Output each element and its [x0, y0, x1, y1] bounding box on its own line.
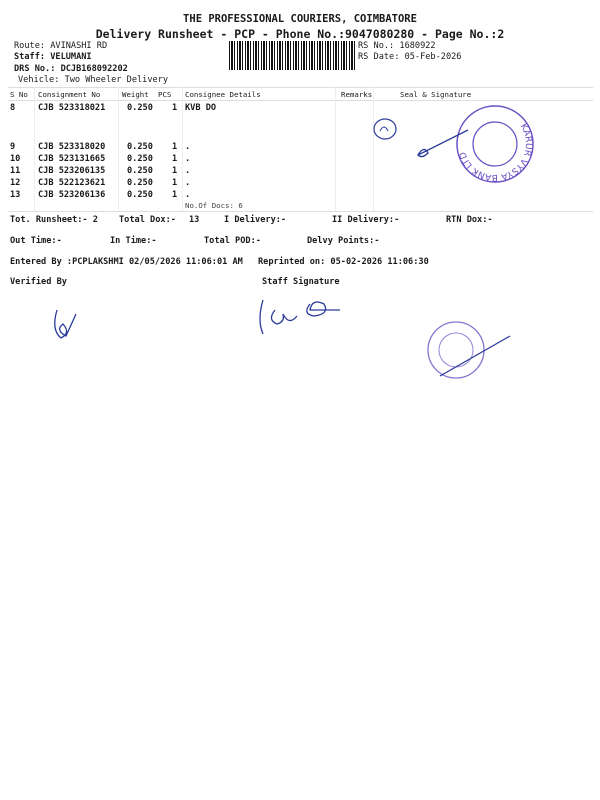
ii-delivery: II Delivery:-: [332, 215, 400, 225]
verifier-signature: [45, 300, 85, 345]
out-time: Out Time:-: [10, 236, 62, 246]
company-title: THE PROFESSIONAL COURIERS, COIMBATORE: [183, 13, 417, 25]
handwritten-mark: [370, 115, 470, 165]
row-consignment: CJB 523206135: [38, 166, 106, 176]
row-consignee: .: [185, 190, 191, 200]
row-pcs: 1: [172, 154, 178, 164]
row-pcs: 1: [172, 178, 178, 188]
svg-text:KARUR VYSYA BANK LTD: KARUR VYSYA BANK LTD: [458, 122, 534, 183]
col-pcs: PCS: [158, 90, 172, 99]
col-seal: Seal & Signature: [400, 90, 472, 99]
i-delivery: I Delivery:-: [224, 215, 287, 225]
runsheet-subtitle: Delivery Runsheet - PCP - Phone No.:9047080280 - Page No.:2: [95, 27, 505, 41]
office-stamp: [420, 318, 520, 388]
row-weight: 0.250: [127, 178, 153, 188]
col-consignment: Consignment No: [38, 90, 101, 99]
row-weight: 0.250: [127, 166, 153, 176]
rtn-dox: RTN Dox:-: [446, 215, 493, 225]
row-consignee: .: [185, 154, 191, 164]
row-sno: 8: [10, 103, 16, 113]
entered-by: Entered By :PCPLAKSHMI 02/05/2026 11:06:01 AM: [10, 257, 243, 267]
col-remarks: Remarks: [341, 90, 373, 99]
row-sno: 9: [10, 142, 16, 152]
reprinted-on: Reprinted on: 05-02-2026 11:06:30: [258, 257, 429, 267]
tot-runsheet: Tot. Runsheet:- 2: [10, 215, 98, 225]
total-pod: Total POD:-: [204, 236, 261, 246]
row-consignment: CJB 523131665: [38, 154, 106, 164]
col-weight: Weight: [122, 90, 149, 99]
row-consignment: CJB 523318021: [38, 103, 106, 113]
row-pcs: 1: [172, 103, 178, 113]
barcode: [229, 41, 355, 70]
total-dox: Total Dox:-: [119, 215, 176, 225]
col-consignee: Consignee Details: [185, 90, 261, 99]
row-pcs: 1: [172, 190, 178, 200]
row-consignment: CJB 522123621: [38, 178, 106, 188]
drs-number: DRS No.: DCJB168092202: [14, 64, 128, 74]
row-sno: 10: [10, 154, 21, 164]
row-pcs: 1: [172, 166, 178, 176]
row-consignee: .: [185, 142, 191, 152]
row-sno: 12: [10, 178, 21, 188]
row-weight: 0.250: [127, 103, 153, 113]
row-sno: 11: [10, 166, 21, 176]
rs-number: RS No.: 1680922: [358, 41, 436, 51]
row-weight: 0.250: [127, 190, 153, 200]
in-time: In Time:-: [110, 236, 157, 246]
total-dox-value: 13: [189, 215, 200, 225]
row-weight: 0.250: [127, 142, 153, 152]
staff-signature: [255, 290, 365, 340]
route: Route: AVINASHI RD: [14, 41, 108, 51]
staff-signature-label: Staff Signature: [262, 277, 340, 287]
staff: Staff: VELUMANI: [14, 52, 92, 62]
row-consignment: CJB 523318020: [38, 142, 106, 152]
row-consignee: .: [185, 166, 191, 176]
delvy-points: Delvy Points:-: [307, 236, 380, 246]
rs-date: RS Date: 05-Feb-2026: [358, 52, 462, 62]
row-consignee: .: [185, 178, 191, 188]
row-sno: 13: [10, 190, 21, 200]
row-weight: 0.250: [127, 154, 153, 164]
verified-by: Verified By: [10, 277, 67, 287]
col-sno: S No: [10, 90, 28, 99]
row-consignment: CJB 523206136: [38, 190, 106, 200]
docs-count: No.Of Docs: 6: [185, 201, 243, 210]
row-pcs: 1: [172, 142, 178, 152]
row-consignee: KVB DO: [185, 103, 217, 113]
vehicle: Vehicle: Two Wheeler Delivery: [18, 75, 169, 85]
